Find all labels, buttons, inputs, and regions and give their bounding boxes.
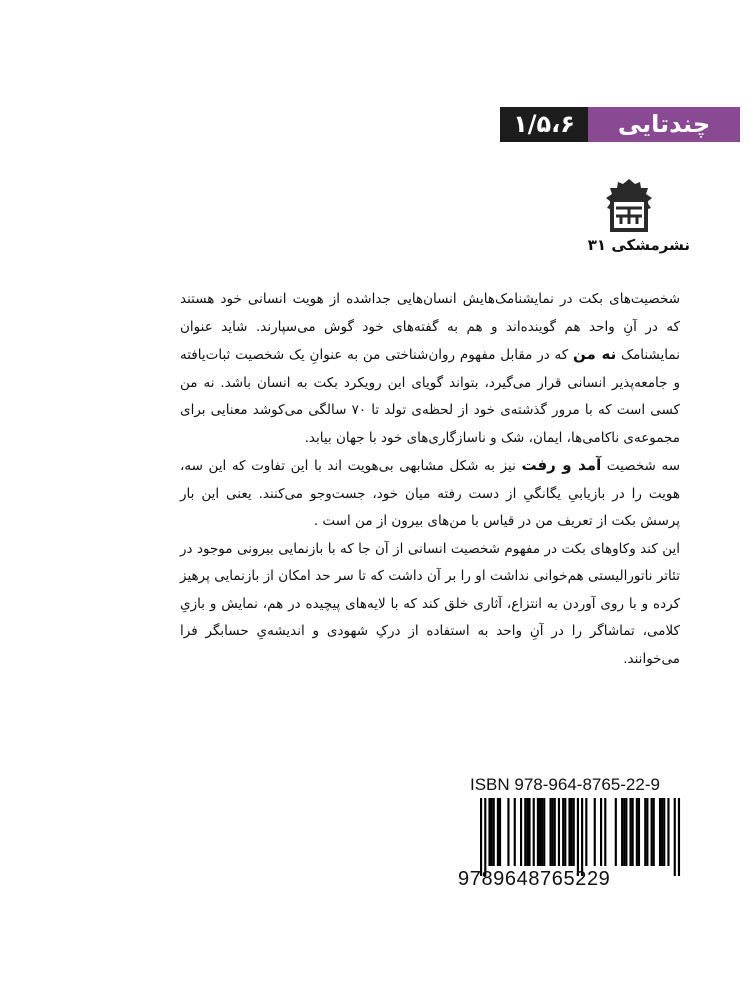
barcode-bar	[537, 798, 539, 866]
barcode-bar	[629, 798, 631, 866]
publisher-label: نشرمشکی ۳۱	[587, 236, 690, 254]
barcode-bar	[661, 798, 663, 866]
barcode-digits: 9789648765229	[458, 868, 611, 890]
barcode-bar	[541, 798, 543, 866]
barcode-bar	[543, 798, 545, 866]
barcode-bar	[646, 798, 648, 866]
paragraph-3	[180, 536, 680, 674]
publisher-logo-icon	[604, 178, 654, 234]
barcode-bar	[636, 798, 638, 866]
barcode-bar	[514, 798, 516, 866]
paragraph-1-text-a: شخصیت‌های بکت در نمایشنامک‌هایش انسان‌هایی جداشده از هویت انسانی خود هستند که در آنِ واحد هم گوینده‌اند و هم به گفته‌های خود گوش می‌سپارند. شاید عنوان نمایشنامک	[180, 291, 680, 363]
barcode-bar	[497, 798, 499, 866]
paragraph-3-text: این کند وکاوهای بکت در مفهوم شخصیت انسانی از آن جا که با بازنمایی بیرونی موجود در تئاتر ناتورالیستی هم‌خوانی نداشت او را بر آن داشت که تا سر حد امکان از بازنمایی پرهیز کرده و با روی آوردن به انتزاع، آثاری خلق کند که با لایه‌های پیچیده در هم، نمایش و بازیِ کلامی، تماشاگر را در آنِ واحد به استفاده از درکِ شهودی و اندیشه‌یِ حسابگر فرا می‌خوانند.	[180, 540, 680, 667]
barcode-bar	[480, 798, 482, 876]
barcode-bar	[507, 798, 509, 866]
barcode-bar	[621, 798, 623, 866]
barcode-bar	[585, 798, 587, 866]
barcode-bar	[549, 798, 551, 866]
series-number: ۱/۵،۶	[500, 107, 588, 142]
barcode-bar	[526, 798, 528, 866]
barcode-bar	[573, 798, 575, 866]
barcode-bar	[644, 798, 646, 866]
paragraph-1	[180, 286, 680, 452]
paragraph-1-text-b: که در مقابل مفهوم روان‌شناختی من به عنوانِ یک شخصیت ثبات‌یافته و جامعه‌پذیر انسانی قرار می‌گیرد، بتواند گویای این رویکرد بکت به انسان باشد. نه من کسی است که با مرور گذشته‌ی خود از لحظه‌ی تولد تا ۷۰ سالگی می‌کوشد معنایی برای مجموعه‌ی ناکامی‌ها، ایمان، شک و ناسازگاری‌های خود با جهان بیابد.	[180, 347, 680, 446]
barcode-bar	[564, 798, 566, 866]
barcode-bar	[520, 798, 522, 866]
title-no-i: نه من	[572, 345, 617, 363]
barcode-bar	[615, 798, 617, 866]
barcode-bar	[539, 798, 541, 866]
barcode-bar	[653, 798, 655, 866]
barcode-bar	[632, 798, 634, 866]
barcode-bar	[581, 798, 583, 876]
barcode-bar	[663, 798, 665, 866]
back-cover-text	[180, 286, 680, 673]
paragraph-2-text-a: سه شخصیت	[601, 458, 680, 474]
barcode-bar	[659, 798, 661, 866]
barcode-bar	[667, 798, 669, 866]
barcode-bar	[571, 798, 573, 866]
paragraph-2-text-b: نیز به شکل مشابهی بی‌هویت اند با این تفاوت که این سه، هویت را در بازیابیِ یگانگیِ از دست رفته میان خود، جست‌وجو می‌کنند. یعنی این بار پرسش بکت از تعریف من در قیاس با من‌های بیرون از من است .	[180, 458, 680, 529]
barcode-bar	[493, 798, 495, 866]
barcode-bar	[604, 798, 606, 866]
barcode-bar	[552, 798, 554, 866]
isbn-label: ISBN 978-964-8765-22-9	[470, 775, 660, 794]
barcode-bar	[533, 798, 535, 866]
title-come-and-go: آمد و رفت	[521, 456, 602, 474]
barcode-bar	[568, 798, 570, 866]
barcode-bar	[558, 798, 560, 866]
series-label: چندتایی	[588, 107, 740, 142]
barcode-bar	[625, 798, 627, 866]
barcode-bar	[678, 798, 680, 876]
barcode-bar	[577, 798, 579, 876]
barcode-bar	[674, 798, 676, 876]
barcode-bar	[528, 798, 530, 866]
barcode-bar	[554, 798, 556, 866]
paragraph-2	[180, 452, 680, 536]
barcode-bar	[651, 798, 653, 866]
barcode-bar	[491, 798, 493, 866]
barcode-bar	[562, 798, 564, 866]
barcode-bar	[594, 798, 596, 866]
barcode-bar	[499, 798, 501, 866]
barcode-bar	[488, 798, 490, 866]
series-banner	[500, 107, 740, 142]
barcode	[466, 798, 690, 876]
barcode-bar	[623, 798, 625, 866]
barcode-bar	[600, 798, 602, 866]
barcode-bar	[638, 798, 640, 866]
barcode-bar	[484, 798, 486, 876]
barcode-bar	[524, 798, 526, 866]
